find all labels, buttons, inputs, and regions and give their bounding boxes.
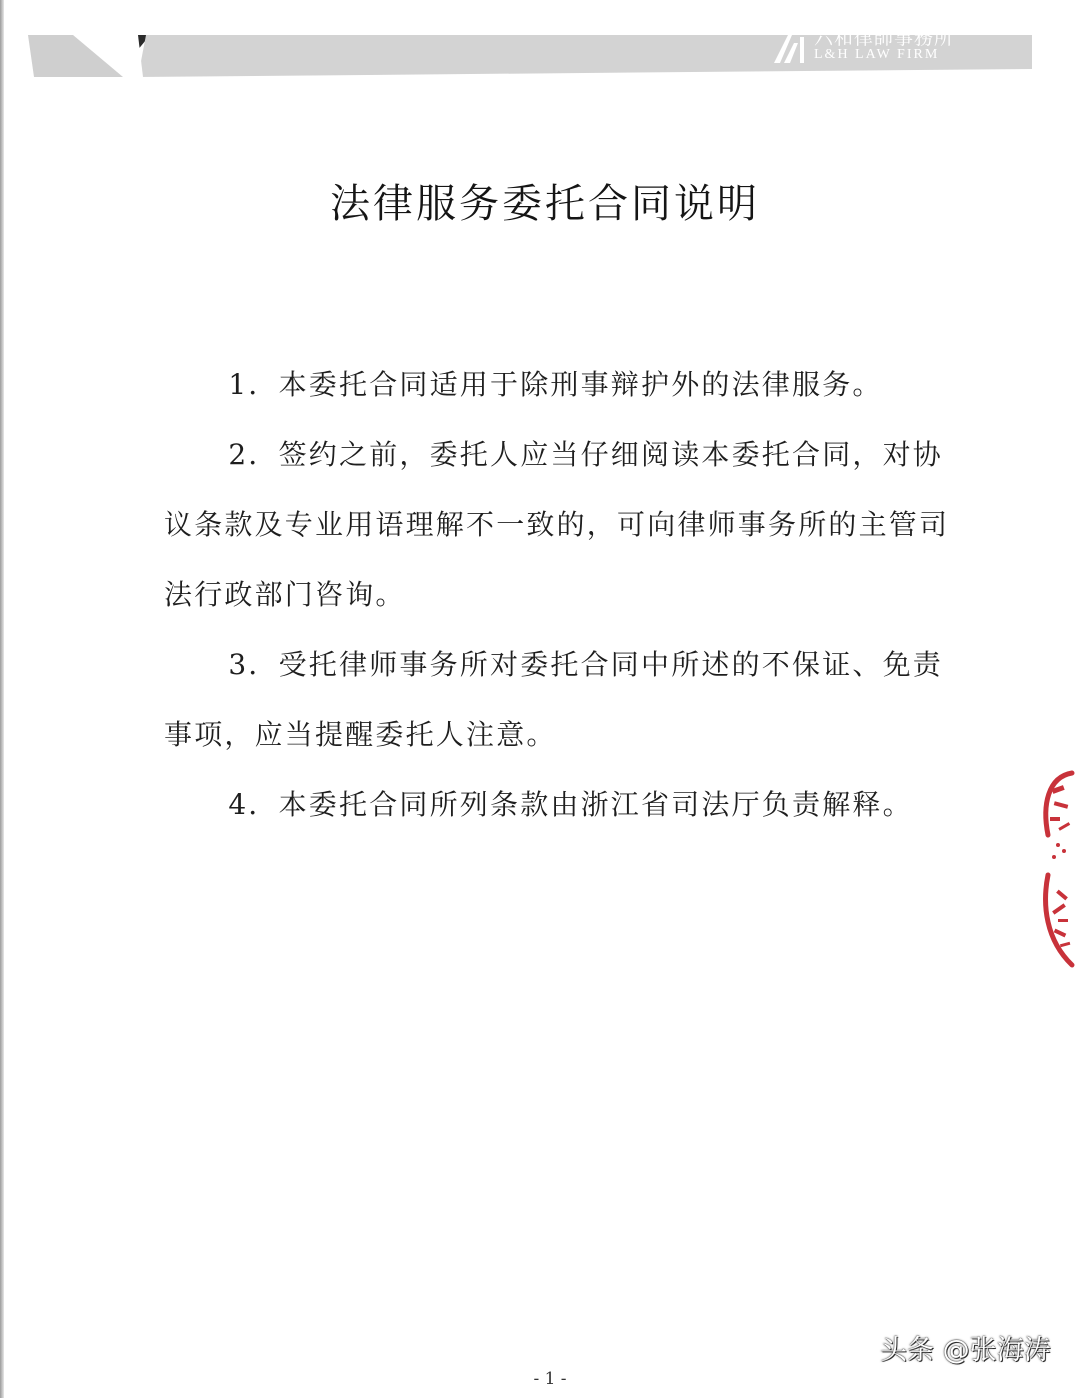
firm-name-chinese: 六和律師事務所 [814,27,955,49]
watermark-label: 头条 @张海涛 [880,1335,1051,1366]
document-body [164,350,964,840]
paragraph-2: 2．签约之前，委托人应当仔细阅读本委托合同，对协议条款及专业用语理解不一致的，可向律师事务所的主管司法行政部门咨询。 [164,438,950,611]
firm-name-english: L&H LAW FIRM [814,47,940,62]
paragraph-4: 4．本委托合同所列条款由浙江省司法厅负责解释。 [228,788,913,821]
paragraph-3: 3．受托律师事务所对委托合同中所述的不保证、免责事项，应当提醒委托人注意。 [164,648,944,751]
document-title: 法律服务委托合同说明 [330,181,760,227]
paragraph-1: 1．本委托合同适用于除刑事辩护外的法律服务。 [228,368,883,401]
page-number: - 1 - [533,1369,567,1389]
firm-triangle-logo-icon [772,31,810,65]
red-seal-stamp-icon [1028,765,1080,975]
